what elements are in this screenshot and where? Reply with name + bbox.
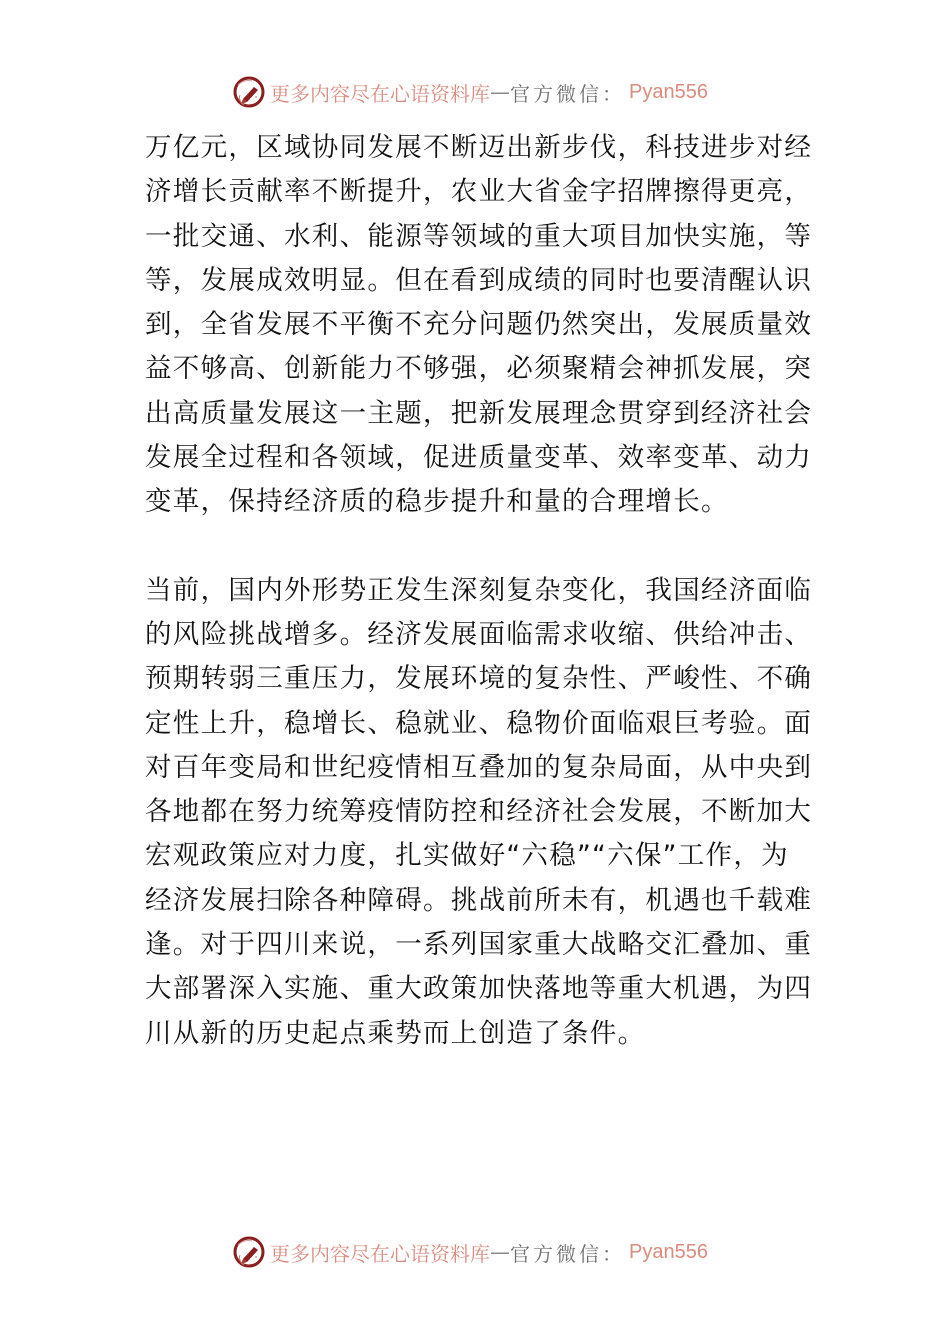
watermark-wechat-id: Pyan556: [629, 1240, 708, 1263]
text-line: 益不够高、创新能力不够强，必须聚精会神抓发展，突: [145, 353, 813, 385]
quill-pen-logo-icon: [232, 75, 266, 109]
text-line: 变革，保持经济质的稳步提升和量的合理增长。: [145, 486, 729, 518]
watermark-wechat-id: Pyan556: [629, 80, 708, 103]
paragraph-1: [145, 126, 815, 525]
paragraph-spacer: [145, 525, 815, 569]
watermark-main-text: 更多内容尽在心语资料库: [270, 81, 490, 106]
watermark-dash: —: [490, 80, 510, 104]
text-line: 对百年变局和世纪疫情相互叠加的复杂局面，从中央到: [145, 751, 813, 783]
quill-pen-logo-icon: [232, 1235, 266, 1269]
text-line: 到，全省发展不平衡不充分问题仍然突出，发展质量效: [145, 309, 813, 341]
text-line: 大部署深入实施、重大政策加快落地等重大机遇，为四: [145, 973, 813, 1005]
watermark-wechat-label: 官方微信：: [510, 1241, 625, 1266]
text-line: 各地都在努力统筹疫情防控和经济社会发展，不断加大: [145, 796, 813, 828]
text-line: 济增长贡献率不断提升，农业大省金字招牌擦得更亮，: [145, 176, 813, 208]
text-line: 川从新的历史起点乘势而上创造了条件。: [145, 1017, 646, 1049]
text-line: 一批交通、水利、能源等领域的重大项目加快实施，等: [145, 220, 813, 252]
text-line: 万亿元，区域协同发展不断迈出新步伐，科技进步对经: [145, 132, 813, 163]
text-line: 等，发展成效明显。但在看到成绩的同时也要清醒认识: [145, 264, 813, 296]
text-line: 经济发展扫除各种障碍。挑战前所未有，机遇也千载难: [145, 884, 813, 916]
text-line: 的风险挑战增多。经济发展面临需求收缩、供给冲击、: [145, 618, 813, 650]
watermark-main-text: 更多内容尽在心语资料库: [270, 1241, 490, 1266]
watermark-wechat-label: 官方微信：: [510, 81, 625, 106]
text-line: 发展全过程和各领域，促进质量变革、效率变革、动力: [145, 442, 813, 474]
header-watermark: [232, 72, 732, 112]
text-line: 逢。对于四川来说，一系列国家重大战略交汇叠加、重: [145, 929, 813, 961]
text-line: 当前，国内外形势正发生深刻复杂变化，我国经济面临: [145, 574, 813, 606]
text-line: 定性上升，稳增长、稳就业、稳物价面临艰巨考验。面: [145, 707, 813, 739]
document-body: [145, 126, 815, 1056]
footer-watermark: [232, 1232, 732, 1272]
watermark-dash: —: [490, 1240, 510, 1264]
paragraph-2: [145, 569, 815, 1056]
text-line: 宏观政策应对力度，扎实做好“六稳”“六保”工作，为: [145, 840, 789, 872]
text-line: 预期转弱三重压力，发展环境的复杂性、严峻性、不确: [145, 663, 813, 695]
text-line: 出高质量发展这一主题，把新发展理念贯穿到经济社会: [145, 397, 813, 429]
